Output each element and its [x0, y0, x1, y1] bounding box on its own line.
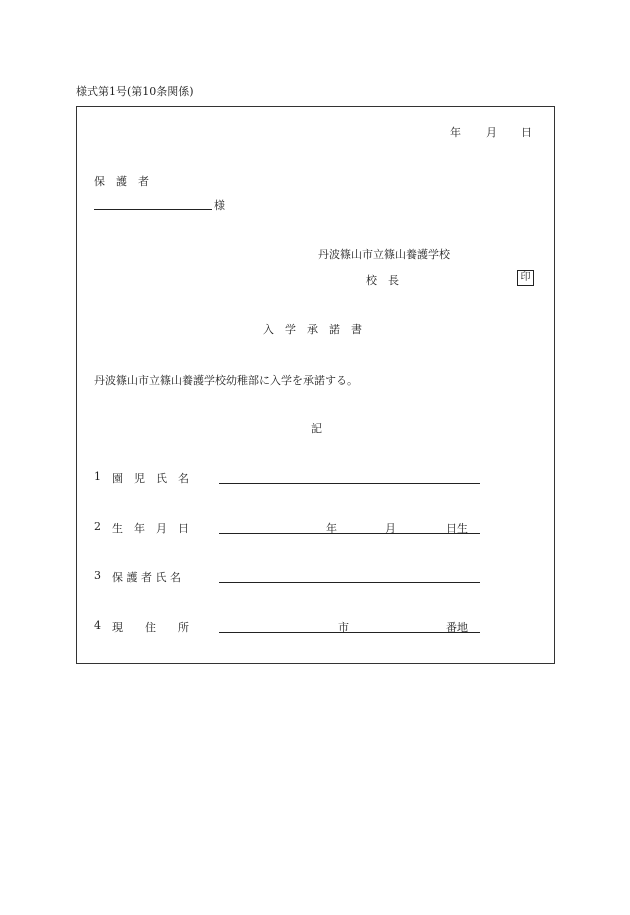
item-number: 4 [94, 619, 101, 632]
date-month: 月 [486, 126, 497, 139]
item-label-address: 現 住 所 [112, 621, 189, 634]
address-city-unit: 市 [338, 621, 349, 634]
item-number: 3 [94, 569, 101, 582]
birth-year-unit: 年 [326, 522, 337, 535]
birthdate-field[interactable] [219, 533, 480, 534]
child-name-field[interactable] [219, 483, 480, 484]
date-day: 日 [521, 126, 532, 139]
recipient-honorific: 様 [214, 199, 225, 212]
date-year: 年 [450, 126, 461, 139]
form-label: 様式第1号(第10条関係) [76, 85, 194, 98]
issuer-title: 校 長 [366, 274, 399, 287]
issuer-school: 丹波篠山市立篠山養護学校 [318, 248, 450, 261]
birth-day-unit: 日生 [446, 522, 468, 535]
recipient-label: 保 護 者 [94, 175, 149, 188]
recipient-name-line [94, 209, 212, 210]
ki-marker: 記 [311, 422, 322, 435]
seal-mark: 印 [517, 270, 534, 286]
document-title: 入 学 承 諾 書 [263, 323, 362, 336]
address-lot-unit: 番地 [446, 621, 468, 634]
body-text: 丹波篠山市立篠山養護学校幼稚部に入学を承諾する。 [94, 374, 358, 387]
address-field[interactable] [219, 632, 480, 633]
item-label-child-name: 園 児 氏 名 [112, 472, 189, 485]
item-number: 2 [94, 520, 101, 533]
guardian-name-field[interactable] [219, 582, 480, 583]
birth-month-unit: 月 [385, 522, 396, 535]
item-number: 1 [94, 470, 101, 483]
item-label-birthdate: 生 年 月 日 [112, 522, 189, 535]
item-label-guardian-name: 保 護 者 氏 名 [112, 571, 181, 584]
